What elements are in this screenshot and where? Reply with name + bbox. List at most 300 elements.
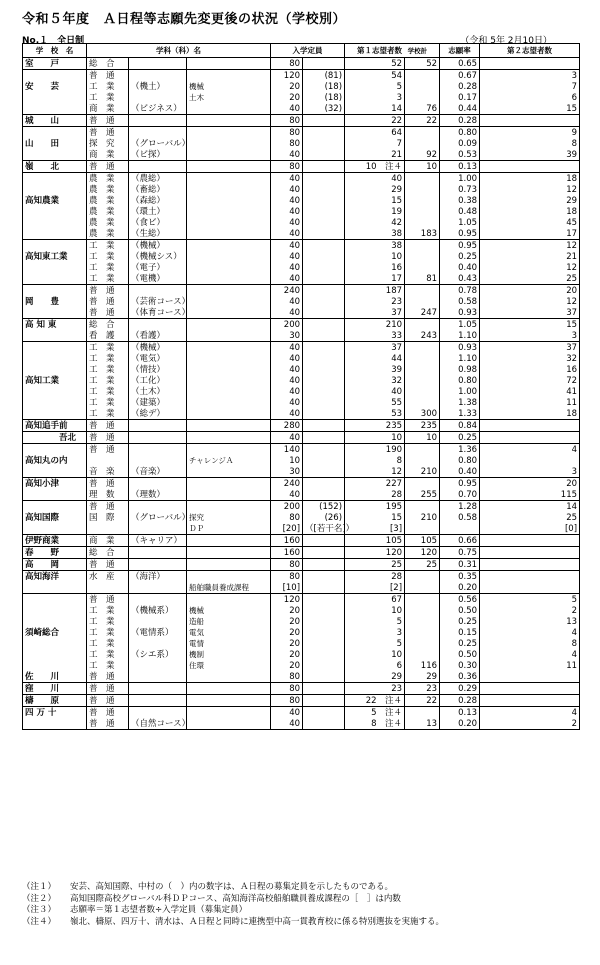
cell-department: 国 際 [87,512,129,523]
table-row [23,523,580,535]
cell-a-capacity: (26) [303,512,345,523]
table-row [23,616,580,627]
cell-school-total [405,364,440,375]
cell-capacity: 40 [271,184,303,195]
cell-department: 普 通 [87,285,129,297]
cell-capacity: 40 [271,228,303,240]
cell-second-choice [480,535,580,547]
cell-school-total: 29 [405,671,440,683]
cell-ratio: 0.93 [440,307,480,319]
cell-second-choice: 3 [480,466,580,478]
cell-second-choice: 115 [480,489,580,501]
cell-capacity: 80 [271,138,303,149]
table-row [23,605,580,616]
note-label: （注１） [22,882,57,892]
cell-a-capacity [303,206,345,217]
cell-first-choice: 28 [345,571,405,583]
cell-second-choice: 20 [480,285,580,297]
cell-school-total: 10 [405,432,440,444]
cell-school-total: 25 [405,559,440,571]
col-header-first-choice [345,44,440,58]
cell-a-capacity: (18) [303,92,345,103]
table-row [23,501,580,513]
cell-a-capacity: (81) [303,70,345,82]
cell-school-total [405,353,440,364]
cell-a-capacity [303,432,345,444]
cell-course: （総デ） [129,408,187,420]
cell-department: 農 業 [87,195,129,206]
cell-a-capacity: (32) [303,103,345,115]
cell-school [23,718,87,730]
cell-ratio: 0.25 [440,251,480,262]
cell-first-choice: 12 [345,466,405,478]
cell-a-capacity [303,217,345,228]
cell-department: 普 通 [87,594,129,606]
cell-first-choice: 38 [345,228,405,240]
table-row [23,444,580,456]
cell-capacity: 80 [271,559,303,571]
cell-department: 農 業 [87,228,129,240]
cell-first-choice: 6 [345,660,405,671]
table-row [23,206,580,217]
cell-school-total: 183 [405,228,440,240]
cell-school-total [405,616,440,627]
table-row [23,115,580,127]
cell-capacity: 40 [271,195,303,206]
cell-department: 商 業 [87,535,129,547]
cell-school-total: 105 [405,535,440,547]
cell-capacity: [10] [271,582,303,594]
cell-school: 城 山 [23,115,87,127]
cell-capacity: 160 [271,535,303,547]
table-row [23,330,580,342]
cell-school: 伊野商業 [23,535,87,547]
table-row [23,195,580,206]
cell-capacity: 240 [271,285,303,297]
cell-capacity: 280 [271,420,303,432]
cell-course: （芸術コース） [129,296,187,307]
cell-department: 普 通 [87,296,129,307]
school-total-label: 学校計 [407,46,428,55]
cell-ratio: 1.33 [440,408,480,420]
cell-course [129,616,187,627]
cell-subcourse [187,251,271,262]
cell-ratio: 0.31 [440,559,480,571]
cell-department [87,582,129,594]
cell-first-choice: 5 [345,81,405,92]
cell-a-capacity [303,695,345,707]
cell-school-total: 22 [405,115,440,127]
note-text: 志願率＝第１志望者数÷入学定員（募集定員） [70,905,248,915]
cell-ratio: 0.98 [440,364,480,375]
cell-ratio: 0.43 [440,273,480,285]
cell-capacity: 120 [271,70,303,82]
cell-ratio: 1.36 [440,444,480,456]
cell-school: 高 知 東 [23,319,87,331]
cell-subcourse [187,127,271,139]
cell-ratio: 0.80 [440,375,480,386]
cell-second-choice: 4 [480,649,580,660]
cell-department: 普 通 [87,478,129,490]
cell-ratio: 0.15 [440,627,480,638]
cell-ratio: 0.95 [440,228,480,240]
cell-subcourse [187,408,271,420]
cell-subcourse: 機械 [187,81,271,92]
cell-first-choice: 55 [345,397,405,408]
cell-school [23,307,87,319]
table-row [23,695,580,707]
cell-ratio: 0.13 [440,707,480,719]
cell-school [23,240,87,252]
cell-a-capacity [303,660,345,671]
cell-first-choice: 5 [345,638,405,649]
cell-subcourse [187,115,271,127]
cell-department: 工 業 [87,81,129,92]
cell-school: 高知海洋 [23,571,87,583]
cell-department: 総 合 [87,58,129,70]
cell-school-total: 247 [405,307,440,319]
cell-a-capacity [303,273,345,285]
cell-ratio: 0.25 [440,638,480,649]
cell-ratio: 0.13 [440,161,480,173]
cell-school: 春 野 [23,547,87,559]
cell-course [129,127,187,139]
cell-school [23,444,87,456]
cell-second-choice: 72 [480,375,580,386]
cell-school-total [405,81,440,92]
cell-ratio: 0.25 [440,432,480,444]
cell-capacity: 40 [271,307,303,319]
document-number: No.１ 全日制 [22,36,85,46]
cell-first-choice: 64 [345,127,405,139]
col-header-school: 学 校 名 [23,44,87,58]
cell-ratio: 1.10 [440,330,480,342]
cell-course: （電機） [129,273,187,285]
cell-subcourse [187,375,271,386]
cell-course: （キャリア） [129,535,187,547]
cell-subcourse [187,432,271,444]
cell-school-total: 23 [405,683,440,695]
cell-first-choice: 53 [345,408,405,420]
cell-department: 工 業 [87,386,129,397]
cell-course [129,478,187,490]
cell-ratio: 0.65 [440,58,480,70]
cell-first-choice: 190 [345,444,405,456]
cell-a-capacity [303,571,345,583]
cell-first-choice: 22 [345,115,405,127]
cell-first-choice: 210 [345,319,405,331]
cell-school [23,616,87,627]
cell-school [23,330,87,342]
cell-capacity: 40 [271,103,303,115]
cell-course [129,115,187,127]
cell-subcourse: 電気 [187,627,271,638]
cell-subcourse [187,307,271,319]
cell-department: 工 業 [87,342,129,354]
cell-capacity: 20 [271,81,303,92]
table-row [23,671,580,683]
cell-a-capacity [303,455,345,466]
cell-ratio: 0.95 [440,240,480,252]
cell-first-choice: 23 [345,296,405,307]
cell-school-total [405,707,440,719]
cell-school-total [405,594,440,606]
cell-course: （電子） [129,262,187,273]
table-row [23,535,580,547]
cell-department: 普 通 [87,307,129,319]
cell-first-choice: 10 [345,649,405,660]
table-row [23,547,580,559]
cell-first-choice: 8 注４ [345,718,405,730]
cell-capacity: 40 [271,273,303,285]
cell-second-choice: 12 [480,296,580,307]
table-row [23,58,580,70]
cell-ratio: 0.30 [440,660,480,671]
cell-first-choice: 32 [345,375,405,386]
cell-capacity: 80 [271,671,303,683]
cell-first-choice: 10 [345,432,405,444]
cell-course [129,594,187,606]
cell-first-choice: 8 [345,455,405,466]
cell-subcourse [187,466,271,478]
cell-capacity: 200 [271,319,303,331]
cell-school-total [405,70,440,82]
cell-second-choice: 18 [480,206,580,217]
table-row [23,161,580,173]
cell-school [23,660,87,671]
cell-capacity: 30 [271,330,303,342]
cell-course [129,161,187,173]
cell-school: 高知東工業 [23,251,87,262]
cell-second-choice: 3 [480,70,580,82]
cell-second-choice: 9 [480,127,580,139]
cell-first-choice: 105 [345,535,405,547]
cell-course [129,582,187,594]
cell-ratio: 0.58 [440,296,480,307]
cell-ratio: 0.56 [440,594,480,606]
cell-second-choice [480,161,580,173]
cell-school-total [405,342,440,354]
table-row [23,353,580,364]
cell-ratio: 0.17 [440,92,480,103]
cell-capacity: 40 [271,364,303,375]
cell-subcourse [187,478,271,490]
cell-second-choice: [0] [480,523,580,535]
cell-ratio: 0.40 [440,466,480,478]
cell-first-choice: 37 [345,307,405,319]
cell-school-total [405,184,440,195]
cell-department: 普 通 [87,671,129,683]
cell-second-choice: 29 [480,195,580,206]
cell-subcourse [187,217,271,228]
table-row [23,285,580,297]
cell-a-capacity [303,466,345,478]
cell-ratio: 0.28 [440,115,480,127]
cell-department: 農 業 [87,206,129,217]
cell-subcourse: チャレンジＡ [187,455,271,466]
cell-school [23,285,87,297]
cell-department: 普 通 [87,161,129,173]
cell-school: 高知小津 [23,478,87,490]
table-row [23,489,580,501]
cell-ratio: 1.00 [440,386,480,397]
col-header-subject: 学科（科）名 [87,44,271,58]
cell-second-choice: 12 [480,240,580,252]
cell-ratio: 0.84 [440,420,480,432]
cell-second-choice: 16 [480,364,580,375]
cell-second-choice: 45 [480,217,580,228]
cell-second-choice [480,455,580,466]
cell-second-choice: 14 [480,501,580,513]
cell-second-choice: 12 [480,184,580,195]
cell-second-choice: 37 [480,342,580,354]
cell-capacity: 40 [271,342,303,354]
note-line [22,894,444,906]
notes [22,882,444,928]
cell-subcourse [187,195,271,206]
cell-second-choice: 25 [480,273,580,285]
cell-capacity: 80 [271,115,303,127]
cell-department: 農 業 [87,184,129,195]
table-row [23,307,580,319]
cell-course [129,455,187,466]
cell-second-choice: 11 [480,660,580,671]
cell-department: 工 業 [87,638,129,649]
cell-first-choice: 195 [345,501,405,513]
cell-ratio: 0.28 [440,695,480,707]
cell-department: 工 業 [87,605,129,616]
cell-a-capacity [303,718,345,730]
cell-subcourse [187,103,271,115]
cell-school-total [405,173,440,185]
note-label: （注２） [22,893,57,904]
table-row [23,649,580,660]
cell-a-capacity [303,683,345,695]
cell-second-choice [480,695,580,707]
cell-capacity: 140 [271,444,303,456]
cell-school [23,605,87,616]
cell-ratio: 0.53 [440,149,480,161]
cell-department: 商 業 [87,103,129,115]
cell-a-capacity [303,58,345,70]
cell-second-choice: 15 [480,319,580,331]
cell-first-choice: 3 [345,92,405,103]
table-row [23,559,580,571]
cell-school-total: 210 [405,466,440,478]
cell-a-capacity [303,228,345,240]
cell-second-choice [480,571,580,583]
cell-school-total [405,319,440,331]
cell-course [129,671,187,683]
cell-department: 工 業 [87,262,129,273]
cell-subcourse: 造船 [187,616,271,627]
cell-course [129,523,187,535]
cell-department: 看 護 [87,330,129,342]
cell-department: 工 業 [87,353,129,364]
cell-capacity: [20] [271,523,303,535]
cell-second-choice: 18 [480,408,580,420]
cell-school [23,501,87,513]
cell-school [23,70,87,82]
cell-school-total: 10 [405,161,440,173]
cell-school-total [405,92,440,103]
cell-second-choice: 6 [480,92,580,103]
cell-subcourse [187,594,271,606]
cell-department: 工 業 [87,627,129,638]
cell-capacity: 40 [271,386,303,397]
cell-capacity: 40 [271,149,303,161]
cell-school-total [405,571,440,583]
cell-school-total [405,397,440,408]
cell-ratio: 1.05 [440,217,480,228]
table-row [23,217,580,228]
cell-a-capacity [303,262,345,273]
cell-subcourse: 船舶職員養成課程 [187,582,271,594]
cell-first-choice: 15 [345,195,405,206]
cell-school: 檮 原 [23,695,87,707]
cell-department: 工 業 [87,649,129,660]
cell-school [23,466,87,478]
cell-a-capacity [303,671,345,683]
cell-capacity: 80 [271,161,303,173]
cell-course: （理数） [129,489,187,501]
cell-course: （機械シス） [129,251,187,262]
cell-school [23,206,87,217]
cell-course: （看護） [129,330,187,342]
cell-capacity: 40 [271,240,303,252]
cell-capacity: 40 [271,262,303,273]
cell-second-choice: 12 [480,262,580,273]
cell-first-choice: 10 [345,605,405,616]
cell-school [23,342,87,354]
cell-school [23,649,87,660]
note-line [22,917,444,929]
cell-ratio: 0.67 [440,70,480,82]
cell-first-choice: 40 [345,386,405,397]
cell-school: 高知工業 [23,375,87,386]
cell-course [129,638,187,649]
cell-department: 商 業 [87,149,129,161]
cell-course [129,695,187,707]
table-row [23,660,580,671]
cell-a-capacity [303,330,345,342]
cell-school-total: 22 [405,695,440,707]
cell-first-choice: 10 注４ [345,161,405,173]
cell-school-total [405,375,440,386]
cell-department: 工 業 [87,375,129,386]
cell-a-capacity [303,616,345,627]
cell-subcourse [187,364,271,375]
cell-ratio: 0.78 [440,285,480,297]
table-row [23,397,580,408]
cell-ratio: 0.73 [440,184,480,195]
cell-capacity: 160 [271,547,303,559]
note-label: （注３） [22,905,57,915]
cell-school: 室 戸 [23,58,87,70]
cell-subcourse [187,386,271,397]
cell-course [129,547,187,559]
cell-capacity: 40 [271,375,303,386]
cell-school [23,103,87,115]
cell-department: 普 通 [87,718,129,730]
table-row [23,512,580,523]
cell-first-choice: 227 [345,478,405,490]
cell-school: 須崎総合 [23,627,87,638]
cell-course: （海洋） [129,571,187,583]
cell-first-choice: 28 [345,489,405,501]
cell-school [23,173,87,185]
cell-capacity: 40 [271,408,303,420]
